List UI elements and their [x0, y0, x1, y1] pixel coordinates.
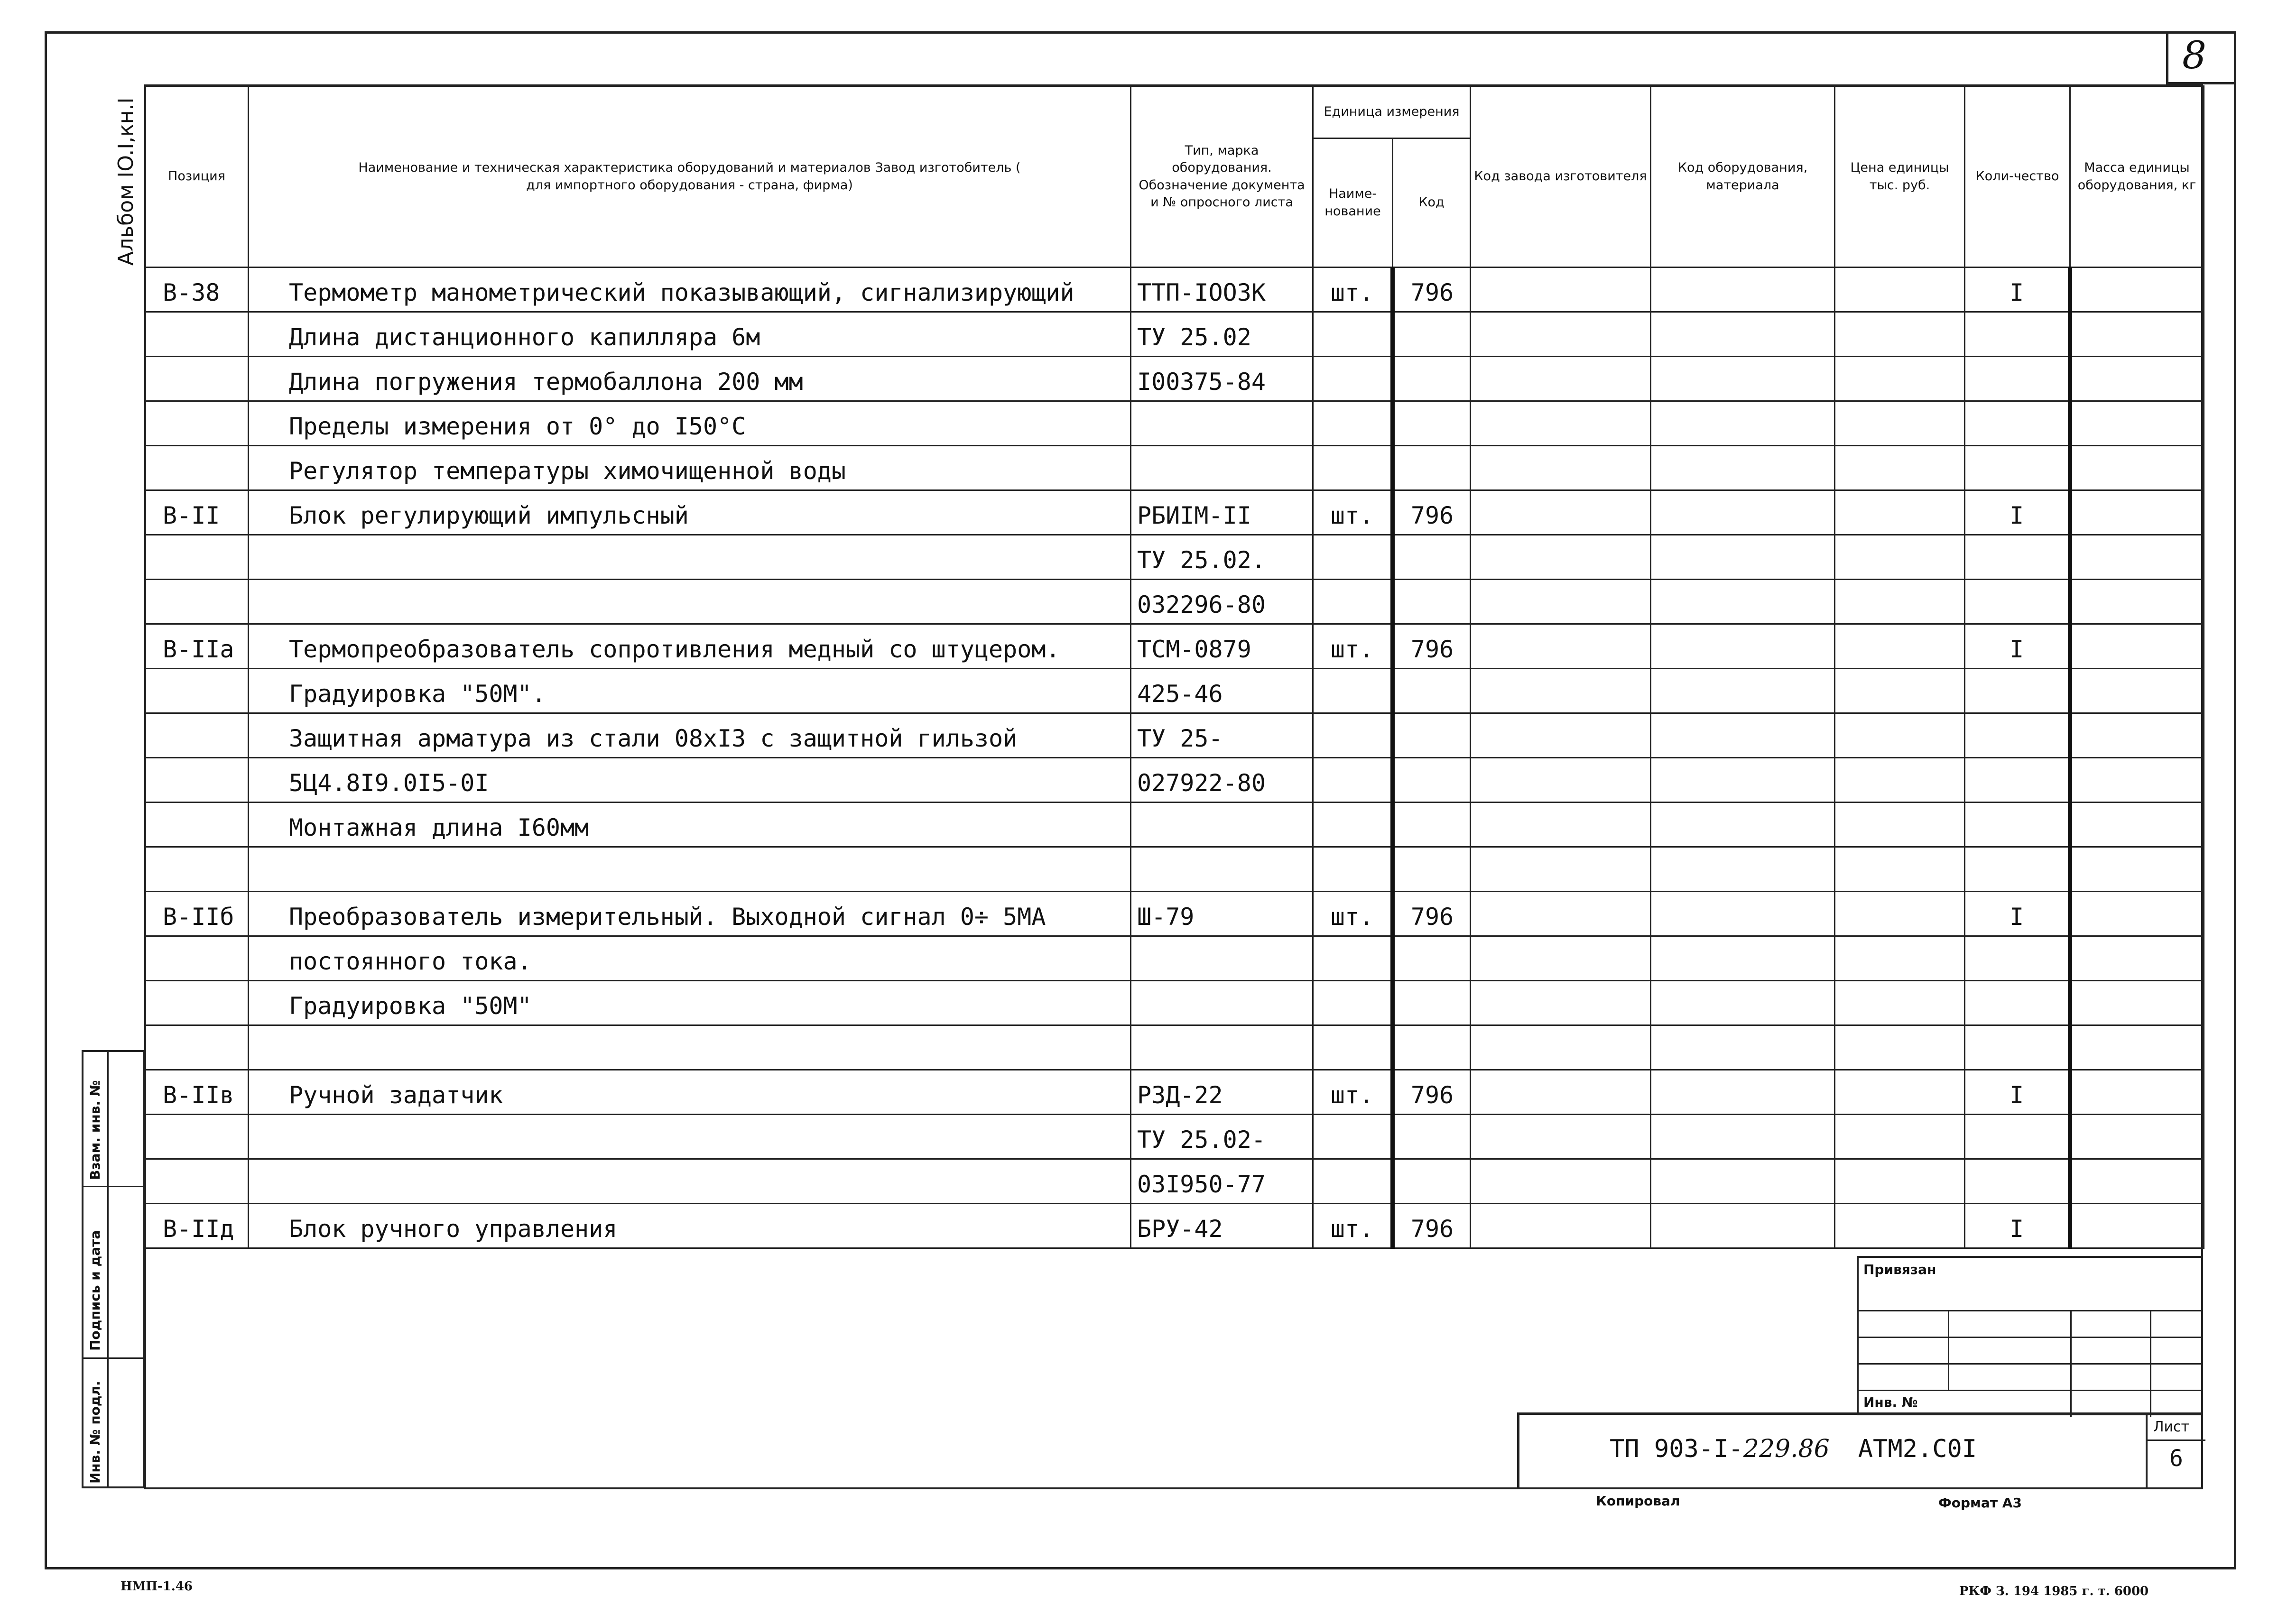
- type-cell: I00375-84: [1131, 357, 1313, 401]
- position-cell: [145, 1159, 249, 1204]
- position-cell: В-38: [145, 268, 249, 312]
- table-row: [145, 892, 2204, 936]
- name-cell: Градуировка "50М": [249, 981, 1131, 1025]
- privyazan-label: Привязан: [1863, 1262, 1936, 1277]
- quantity-cell: I: [1965, 490, 2070, 535]
- unit-code-cell: [1393, 758, 1471, 803]
- vzam-inv-label: Взам. инв. №: [87, 1080, 103, 1180]
- unit-code-cell: [1393, 1025, 1471, 1070]
- table-row: [145, 713, 2204, 758]
- name-cell: Градуировка "50М".: [249, 669, 1131, 713]
- table-row: [145, 1159, 2204, 1204]
- quantity-cell: I: [1965, 624, 2070, 669]
- position-cell: В-IIв: [145, 1070, 249, 1115]
- equipment-code-cell: [1651, 892, 1835, 936]
- position-cell: [145, 981, 249, 1025]
- header-plant-code: Код завода изготовителя: [1471, 86, 1651, 268]
- mass-cell: [2070, 580, 2204, 624]
- quantity-cell: [1965, 936, 2070, 981]
- header-mass: Масса единицы оборудования, кг: [2070, 86, 2204, 268]
- mass-cell: [2070, 1204, 2204, 1248]
- list-label: Лист: [2153, 1419, 2190, 1435]
- position-cell: [145, 936, 249, 981]
- unit-code-cell: [1393, 1115, 1471, 1159]
- podpis-data-label: Подпись и дата: [87, 1230, 103, 1351]
- plant-code-cell: [1471, 1204, 1651, 1248]
- position-cell: В-IIб: [145, 892, 249, 936]
- unit-cell: [1313, 1159, 1393, 1204]
- unit-cell: шт.: [1313, 490, 1393, 535]
- equipment-code-cell: [1651, 357, 1835, 401]
- table-row: [145, 490, 2204, 535]
- plant-code-cell: [1471, 1025, 1651, 1070]
- unit-cell: [1313, 1115, 1393, 1159]
- price-cell: [1835, 1070, 1965, 1115]
- type-cell: [1131, 446, 1313, 490]
- quantity-cell: [1965, 803, 2070, 847]
- designation-code: АТМ2.С0I: [1858, 1435, 1977, 1463]
- unit-code-cell: [1393, 446, 1471, 490]
- position-cell: В-IIа: [145, 624, 249, 669]
- quantity-cell: [1965, 713, 2070, 758]
- designation: [1610, 1435, 1977, 1463]
- equipment-code-cell: [1651, 535, 1835, 580]
- type-cell: ТУ 25.02-: [1131, 1115, 1313, 1159]
- unit-cell: [1313, 446, 1393, 490]
- unit-code-cell: [1393, 535, 1471, 580]
- equipment-code-cell: [1651, 758, 1835, 803]
- position-cell: В-II: [145, 490, 249, 535]
- equipment-code-cell: [1651, 1159, 1835, 1204]
- header-unit-group: Единица измерения: [1313, 86, 1471, 138]
- plant-code-cell: [1471, 847, 1651, 892]
- type-cell: РБИIМ-II: [1131, 490, 1313, 535]
- plant-code-cell: [1471, 490, 1651, 535]
- header-name: Наименование и техническая характеристика оборудований и материалов Завод изготобитель ( для импортного оборудования - страна, фирма): [249, 86, 1131, 268]
- quantity-cell: I: [1965, 1204, 2070, 1248]
- unit-code-cell: 796: [1393, 892, 1471, 936]
- table-row: [145, 1204, 2204, 1248]
- quantity-cell: [1965, 1115, 2070, 1159]
- name-cell: [249, 847, 1131, 892]
- unit-cell: [1313, 713, 1393, 758]
- name-cell: [249, 1159, 1131, 1204]
- price-cell: [1835, 892, 1965, 936]
- name-cell: [249, 580, 1131, 624]
- table-row: [145, 401, 2204, 446]
- quantity-cell: [1965, 1025, 2070, 1070]
- unit-cell: [1313, 981, 1393, 1025]
- footer-left: НМП-1.46: [120, 1579, 193, 1594]
- unit-code-cell: [1393, 1159, 1471, 1204]
- price-cell: [1835, 401, 1965, 446]
- name-cell: Блок ручного управления: [249, 1204, 1131, 1248]
- mass-cell: [2070, 624, 2204, 669]
- unit-cell: [1313, 847, 1393, 892]
- quantity-cell: [1965, 981, 2070, 1025]
- header-quantity: Коли-чество: [1965, 86, 2070, 268]
- name-cell: [249, 1025, 1131, 1070]
- table-row: [145, 535, 2204, 580]
- unit-code-cell: [1393, 713, 1471, 758]
- unit-cell: шт.: [1313, 1070, 1393, 1115]
- price-cell: [1835, 669, 1965, 713]
- unit-code-cell: 796: [1393, 268, 1471, 312]
- name-cell: Защитная арматура из стали 08хI3 с защитной гильзой: [249, 713, 1131, 758]
- mass-cell: [2070, 490, 2204, 535]
- equipment-code-cell: [1651, 446, 1835, 490]
- header-type: Тип, марка оборудования. Обозначение документа и № опросного листа: [1131, 86, 1313, 268]
- header-price: Цена единицы тыс. руб.: [1835, 86, 1965, 268]
- plant-code-cell: [1471, 1159, 1651, 1204]
- unit-code-cell: [1393, 357, 1471, 401]
- equipment-code-cell: [1651, 1204, 1835, 1248]
- price-cell: [1835, 580, 1965, 624]
- unit-cell: [1313, 758, 1393, 803]
- mass-cell: [2070, 981, 2204, 1025]
- list-number: 6: [2169, 1445, 2183, 1472]
- position-cell: [145, 1115, 249, 1159]
- price-cell: [1835, 624, 1965, 669]
- equipment-code-cell: [1651, 401, 1835, 446]
- type-cell: РЗД-22: [1131, 1070, 1313, 1115]
- plant-code-cell: [1471, 624, 1651, 669]
- position-cell: [145, 1025, 249, 1070]
- plant-code-cell: [1471, 1115, 1651, 1159]
- type-cell: [1131, 401, 1313, 446]
- price-cell: [1835, 981, 1965, 1025]
- type-cell: ТТП-IOOЗК: [1131, 268, 1313, 312]
- plant-code-cell: [1471, 580, 1651, 624]
- type-cell: 032296-80: [1131, 580, 1313, 624]
- equipment-code-cell: [1651, 803, 1835, 847]
- unit-code-cell: [1393, 312, 1471, 357]
- unit-cell: шт.: [1313, 1204, 1393, 1248]
- position-cell: [145, 669, 249, 713]
- mass-cell: [2070, 803, 2204, 847]
- quantity-cell: [1965, 535, 2070, 580]
- mass-cell: [2070, 669, 2204, 713]
- quantity-cell: [1965, 357, 2070, 401]
- unit-code-cell: [1393, 847, 1471, 892]
- plant-code-cell: [1471, 981, 1651, 1025]
- designation-hand: 229.86: [1743, 1435, 1830, 1463]
- equipment-code-cell: [1651, 713, 1835, 758]
- unit-cell: [1313, 669, 1393, 713]
- name-cell: Длина погружения термобаллона 200 мм: [249, 357, 1131, 401]
- price-cell: [1835, 1115, 1965, 1159]
- table-row: [145, 981, 2204, 1025]
- name-cell: [249, 1115, 1131, 1159]
- unit-cell: [1313, 312, 1393, 357]
- mass-cell: [2070, 1115, 2204, 1159]
- name-cell: Длина дистанционного капилляра 6м: [249, 312, 1131, 357]
- position-cell: [145, 847, 249, 892]
- unit-cell: [1313, 401, 1393, 446]
- inv-podl-label: Инв. № подл.: [87, 1381, 103, 1484]
- table-row: [145, 669, 2204, 713]
- mass-cell: [2070, 1025, 2204, 1070]
- price-cell: [1835, 535, 1965, 580]
- type-cell: ТУ 25.02: [1131, 312, 1313, 357]
- price-cell: [1835, 1204, 1965, 1248]
- table-row: [145, 580, 2204, 624]
- name-cell: постоянного тока.: [249, 936, 1131, 981]
- name-cell: Монтажная длина I60мм: [249, 803, 1131, 847]
- quantity-cell: I: [1965, 892, 2070, 936]
- position-cell: [145, 357, 249, 401]
- plant-code-cell: [1471, 446, 1651, 490]
- price-cell: [1835, 357, 1965, 401]
- quantity-cell: [1965, 312, 2070, 357]
- equipment-code-cell: [1651, 580, 1835, 624]
- price-cell: [1835, 268, 1965, 312]
- unit-cell: [1313, 357, 1393, 401]
- plant-code-cell: [1471, 892, 1651, 936]
- name-cell: [249, 535, 1131, 580]
- quantity-cell: [1965, 446, 2070, 490]
- price-cell: [1835, 803, 1965, 847]
- plant-code-cell: [1471, 713, 1651, 758]
- mass-cell: [2070, 268, 2204, 312]
- price-cell: [1835, 1025, 1965, 1070]
- equipment-code-cell: [1651, 490, 1835, 535]
- table-row: [145, 357, 2204, 401]
- spec-table-body: [145, 268, 2204, 1248]
- unit-code-cell: 796: [1393, 490, 1471, 535]
- position-cell: [145, 535, 249, 580]
- unit-code-cell: [1393, 981, 1471, 1025]
- mass-cell: [2070, 713, 2204, 758]
- designation-block: [1517, 1412, 2203, 1489]
- mass-cell: [2070, 535, 2204, 580]
- plant-code-cell: [1471, 401, 1651, 446]
- table-row: [145, 1025, 2204, 1070]
- price-cell: [1835, 758, 1965, 803]
- position-cell: [145, 401, 249, 446]
- mass-cell: [2070, 357, 2204, 401]
- footer-right: РКФ З. 194 1985 г. т. 6000: [1959, 1584, 2149, 1598]
- quantity-cell: [1965, 1159, 2070, 1204]
- table-row: [145, 1070, 2204, 1115]
- plant-code-cell: [1471, 758, 1651, 803]
- type-cell: Ш-79: [1131, 892, 1313, 936]
- unit-code-cell: 796: [1393, 1070, 1471, 1115]
- mass-cell: [2070, 1159, 2204, 1204]
- unit-cell: [1313, 803, 1393, 847]
- position-cell: [145, 803, 249, 847]
- type-cell: [1131, 803, 1313, 847]
- position-cell: [145, 312, 249, 357]
- header-unit-name: Наиме-нование: [1313, 138, 1393, 268]
- table-row: [145, 936, 2204, 981]
- header-unit-code: Код: [1393, 138, 1471, 268]
- type-cell: 027922-80: [1131, 758, 1313, 803]
- table-row: [145, 758, 2204, 803]
- equipment-code-cell: [1651, 847, 1835, 892]
- plant-code-cell: [1471, 357, 1651, 401]
- plant-code-cell: [1471, 803, 1651, 847]
- name-cell: Термометр манометрический показывающий, сигнализирующий: [249, 268, 1131, 312]
- mass-cell: [2070, 758, 2204, 803]
- quantity-cell: I: [1965, 268, 2070, 312]
- mass-cell: [2070, 446, 2204, 490]
- price-cell: [1835, 713, 1965, 758]
- type-cell: ТСМ-0879: [1131, 624, 1313, 669]
- plant-code-cell: [1471, 1070, 1651, 1115]
- unit-cell: [1313, 1025, 1393, 1070]
- plant-code-cell: [1471, 936, 1651, 981]
- type-cell: 425-46: [1131, 669, 1313, 713]
- price-cell: [1835, 936, 1965, 981]
- plant-code-cell: [1471, 268, 1651, 312]
- sheet-number: 8: [2182, 33, 2206, 77]
- equipment-code-cell: [1651, 1115, 1835, 1159]
- album-label: Альбом IO.I,кн.I: [114, 97, 138, 266]
- name-cell: Регулятор температуры химочищенной воды: [249, 446, 1131, 490]
- format-label: Формат А3: [1938, 1495, 2022, 1511]
- type-cell: 03I950-77: [1131, 1159, 1313, 1204]
- unit-cell: шт.: [1313, 268, 1393, 312]
- mass-cell: [2070, 892, 2204, 936]
- type-cell: [1131, 847, 1313, 892]
- unit-code-cell: 796: [1393, 1204, 1471, 1248]
- type-cell: ТУ 25-: [1131, 713, 1313, 758]
- position-cell: [145, 713, 249, 758]
- kopiroval-label: Копировал: [1596, 1493, 1680, 1509]
- plant-code-cell: [1471, 669, 1651, 713]
- privyazan-block: [1857, 1256, 2203, 1415]
- name-cell: Термопреобразователь сопротивления медный со штуцером.: [249, 624, 1131, 669]
- table-row: [145, 446, 2204, 490]
- equipment-code-cell: [1651, 936, 1835, 981]
- table-row: [145, 268, 2204, 312]
- quantity-cell: I: [1965, 1070, 2070, 1115]
- name-cell: Ручной задатчик: [249, 1070, 1131, 1115]
- price-cell: [1835, 847, 1965, 892]
- quantity-cell: [1965, 758, 2070, 803]
- position-cell: [145, 446, 249, 490]
- type-cell: [1131, 936, 1313, 981]
- unit-cell: шт.: [1313, 624, 1393, 669]
- price-cell: [1835, 312, 1965, 357]
- unit-code-cell: [1393, 669, 1471, 713]
- type-cell: БРУ-42: [1131, 1204, 1313, 1248]
- equipment-code-cell: [1651, 1025, 1835, 1070]
- equipment-code-cell: [1651, 1070, 1835, 1115]
- mass-cell: [2070, 936, 2204, 981]
- unit-cell: [1313, 580, 1393, 624]
- equipment-code-cell: [1651, 268, 1835, 312]
- unit-code-cell: [1393, 936, 1471, 981]
- name-cell: Блок регулирующий импульсный: [249, 490, 1131, 535]
- quantity-cell: [1965, 669, 2070, 713]
- unit-cell: [1313, 936, 1393, 981]
- unit-code-cell: 796: [1393, 624, 1471, 669]
- quantity-cell: [1965, 847, 2070, 892]
- unit-cell: шт.: [1313, 892, 1393, 936]
- name-cell: Пределы измерения от 0° до I50°С: [249, 401, 1131, 446]
- table-row: [145, 624, 2204, 669]
- price-cell: [1835, 1159, 1965, 1204]
- equipment-code-cell: [1651, 669, 1835, 713]
- spec-table: [144, 85, 2204, 1249]
- price-cell: [1835, 446, 1965, 490]
- designation-prefix: ТП 903-I-: [1610, 1435, 1743, 1463]
- quantity-cell: [1965, 401, 2070, 446]
- position-cell: В-IIд: [145, 1204, 249, 1248]
- table-row: [145, 1115, 2204, 1159]
- type-cell: [1131, 1025, 1313, 1070]
- position-cell: [145, 580, 249, 624]
- mass-cell: [2070, 401, 2204, 446]
- left-stamp: [82, 1050, 145, 1488]
- mass-cell: [2070, 1070, 2204, 1115]
- type-cell: ТУ 25.02.: [1131, 535, 1313, 580]
- name-cell: 5Ц4.8I9.0I5-0I: [249, 758, 1131, 803]
- table-row: [145, 803, 2204, 847]
- type-cell: [1131, 981, 1313, 1025]
- equipment-code-cell: [1651, 981, 1835, 1025]
- unit-code-cell: [1393, 401, 1471, 446]
- unit-code-cell: [1393, 803, 1471, 847]
- table-row: [145, 847, 2204, 892]
- plant-code-cell: [1471, 535, 1651, 580]
- name-cell: Преобразователь измерительный. Выходной сигнал 0÷ 5МА: [249, 892, 1131, 936]
- plant-code-cell: [1471, 312, 1651, 357]
- price-cell: [1835, 490, 1965, 535]
- header-equipment-code: Код оборудования, материала: [1651, 86, 1835, 268]
- mass-cell: [2070, 312, 2204, 357]
- header-position: Позиция: [145, 86, 249, 268]
- inv-no-label: Инв. №: [1863, 1394, 1918, 1410]
- equipment-code-cell: [1651, 624, 1835, 669]
- unit-code-cell: [1393, 580, 1471, 624]
- unit-cell: [1313, 535, 1393, 580]
- position-cell: [145, 758, 249, 803]
- equipment-code-cell: [1651, 312, 1835, 357]
- mass-cell: [2070, 847, 2204, 892]
- quantity-cell: [1965, 580, 2070, 624]
- table-row: [145, 312, 2204, 357]
